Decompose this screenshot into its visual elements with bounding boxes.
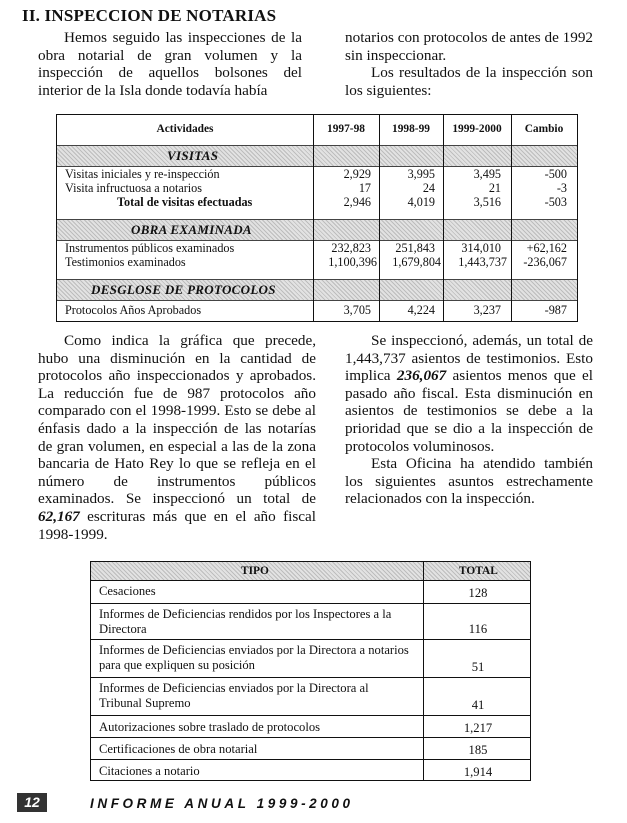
matters-table-body — [91, 580, 530, 780]
row-label: Certificaciones de obra notarial — [99, 742, 258, 756]
table-row — [91, 604, 530, 640]
emphasis-62167: 62,167 — [38, 507, 80, 525]
column-divider — [423, 562, 424, 780]
matters-table — [90, 561, 531, 781]
column-divider — [443, 115, 444, 321]
table-row — [57, 303, 577, 317]
activities-table — [56, 114, 578, 322]
column-divider — [511, 115, 512, 321]
cell-1999-2000: 314,010 — [461, 241, 501, 255]
intro-right-text-1: notarios con protocolos de antes de 1992 sin inspeccionar. — [345, 29, 594, 64]
cell-cambio: -3 — [556, 181, 567, 195]
row-total: 1,914 — [463, 765, 493, 779]
table-row — [57, 241, 577, 255]
body-right-column — [345, 332, 593, 508]
cell-1999-2000: 3,516 — [473, 195, 501, 209]
cell-cambio: +62,162 — [526, 241, 567, 255]
table-row — [91, 760, 530, 782]
cell-cambio: -503 — [544, 195, 567, 209]
cell-1997-98: 17 — [358, 181, 371, 195]
row-label: Visita infructuosa a notarios — [65, 181, 203, 195]
row-total: 116 — [468, 622, 488, 636]
section-title: VISITAS — [167, 148, 219, 163]
cell-1998-99: 3,995 — [407, 167, 435, 181]
col-header-actividades: Actividades — [156, 123, 214, 135]
table-row — [91, 738, 530, 760]
table-row — [91, 640, 530, 678]
row-total: 41 — [471, 698, 485, 712]
row-label: Testimonios examinados — [65, 255, 186, 269]
row-total: 185 — [468, 743, 488, 757]
cell-1998-99: 4,019 — [407, 195, 435, 209]
cell-1998-99: 4,224 — [407, 303, 435, 317]
row-label: Informes de Deficiencias enviados por la Directora al Tribunal Supremo — [99, 681, 369, 710]
intro-left-column — [38, 29, 302, 99]
column-divider — [313, 115, 314, 321]
col-header-1998-99: 1998-99 — [392, 123, 430, 135]
cell-1997-98: 3,705 — [343, 303, 371, 317]
cell-1997-98: 1,100,396 — [328, 255, 377, 269]
cell-1997-98: 2,929 — [343, 167, 371, 181]
row-label: Autorizaciones sobre traslado de protocolos — [99, 720, 321, 734]
cell-1997-98: 232,823 — [331, 241, 371, 255]
table-row-total — [57, 195, 577, 209]
cell-cambio: -500 — [544, 167, 567, 181]
body-left-column — [38, 332, 316, 543]
row-total: 128 — [468, 586, 488, 600]
body-left-text: Como indica la gráfica que precede, hubo una disminución en la cantidad de protocolos año inspeccionados y aprobados. La reducción fue de 987 protocolos año comparado con el 1998-1999. Esto se debe al énfasis dado a la inspección de las notarías de gran volumen, en especial a las de la zona bancaria de Hato Rey lo que se refleja en el número de instrumentos públicos examinados. Se inspeccionó un total de 62,167 escrituras más que en el año fiscal 1998-1999. — [38, 332, 316, 543]
column-divider — [379, 115, 380, 321]
table-row — [91, 716, 530, 738]
matters-table-header — [91, 562, 530, 581]
cell-1998-99: 251,843 — [395, 241, 435, 255]
row-label: Citaciones a notario — [99, 764, 200, 778]
row-label: Protocolos Años Aprobados — [65, 303, 202, 317]
cell-1999-2000: 3,237 — [473, 303, 501, 317]
section-title: OBRA EXAMINADA — [131, 222, 252, 237]
col-header-total: TOTAL — [459, 565, 498, 577]
cell-1999-2000: 21 — [488, 181, 501, 195]
cell-cambio: -987 — [544, 303, 567, 317]
section-heading: II. INSPECCION DE NOTARIAS — [22, 6, 277, 25]
table-row — [57, 181, 577, 195]
row-label: Total de visitas efectuadas — [117, 195, 253, 209]
row-label: Visitas iniciales y re-inspección — [65, 167, 220, 181]
cell-1999-2000: 1,443,737 — [458, 255, 507, 269]
activities-table-header — [57, 115, 577, 146]
footer-title: INFORME ANUAL 1999-2000 — [90, 796, 354, 811]
cell-1997-98: 2,946 — [343, 195, 371, 209]
table-row — [57, 255, 577, 269]
intro-right-column — [345, 29, 593, 99]
section-band-obra-examinada — [57, 219, 577, 241]
cell-1998-99: 24 — [422, 181, 435, 195]
page-number: 12 — [17, 793, 47, 812]
body-right-text-2: Esta Oficina ha atendido también los siguientes asuntos estrechamente relacionados con la inspección. — [345, 455, 593, 508]
cell-cambio: -236,067 — [523, 255, 567, 269]
row-label: Cesaciones — [99, 584, 156, 598]
row-label: Instrumentos públicos examinados — [65, 241, 235, 255]
col-header-tipo: TIPO — [241, 565, 269, 577]
intro-right-text-2: Los resultados de la inspección son los siguientes: — [345, 64, 593, 99]
body-right-text-1: Se inspeccionó, además, un total de 1,443,737 asientos de testimonios. Esto implica 236,067 asientos menos que el pasado año fiscal. Esta disminución en asientos de testimonios se debe a la prioridad que se dio a la inspección de protocolos voluminosos. — [345, 332, 593, 455]
row-total: 1,217 — [463, 721, 493, 735]
col-header-1997-98: 1997-98 — [327, 123, 365, 135]
row-label: Informes de Deficiencias enviados por la Directora a notarios para que expliquen su posición — [99, 643, 409, 672]
section-band-visitas — [57, 145, 577, 167]
intro-left-text: Hemos seguido las inspecciones de la obra notarial de gran volumen y la inspección de aquellos bolsones del interior de la Isla donde todavía había — [38, 29, 302, 99]
table-row — [57, 167, 577, 181]
col-header-1999-2000: 1999-2000 — [452, 123, 502, 135]
cell-1999-2000: 3,495 — [473, 167, 501, 181]
cell-1998-99: 1,679,804 — [392, 255, 441, 269]
table-row — [91, 678, 530, 716]
row-total: 51 — [471, 660, 485, 674]
emphasis-236067: 236,067 — [396, 367, 447, 385]
section-band-desglose — [57, 279, 577, 301]
row-label: Informes de Deficiencias rendidos por los Inspectores a la Directora — [99, 607, 392, 636]
col-header-cambio: Cambio — [524, 123, 564, 135]
table-row — [91, 580, 530, 604]
section-title: DESGLOSE DE PROTOCOLOS — [91, 282, 276, 297]
